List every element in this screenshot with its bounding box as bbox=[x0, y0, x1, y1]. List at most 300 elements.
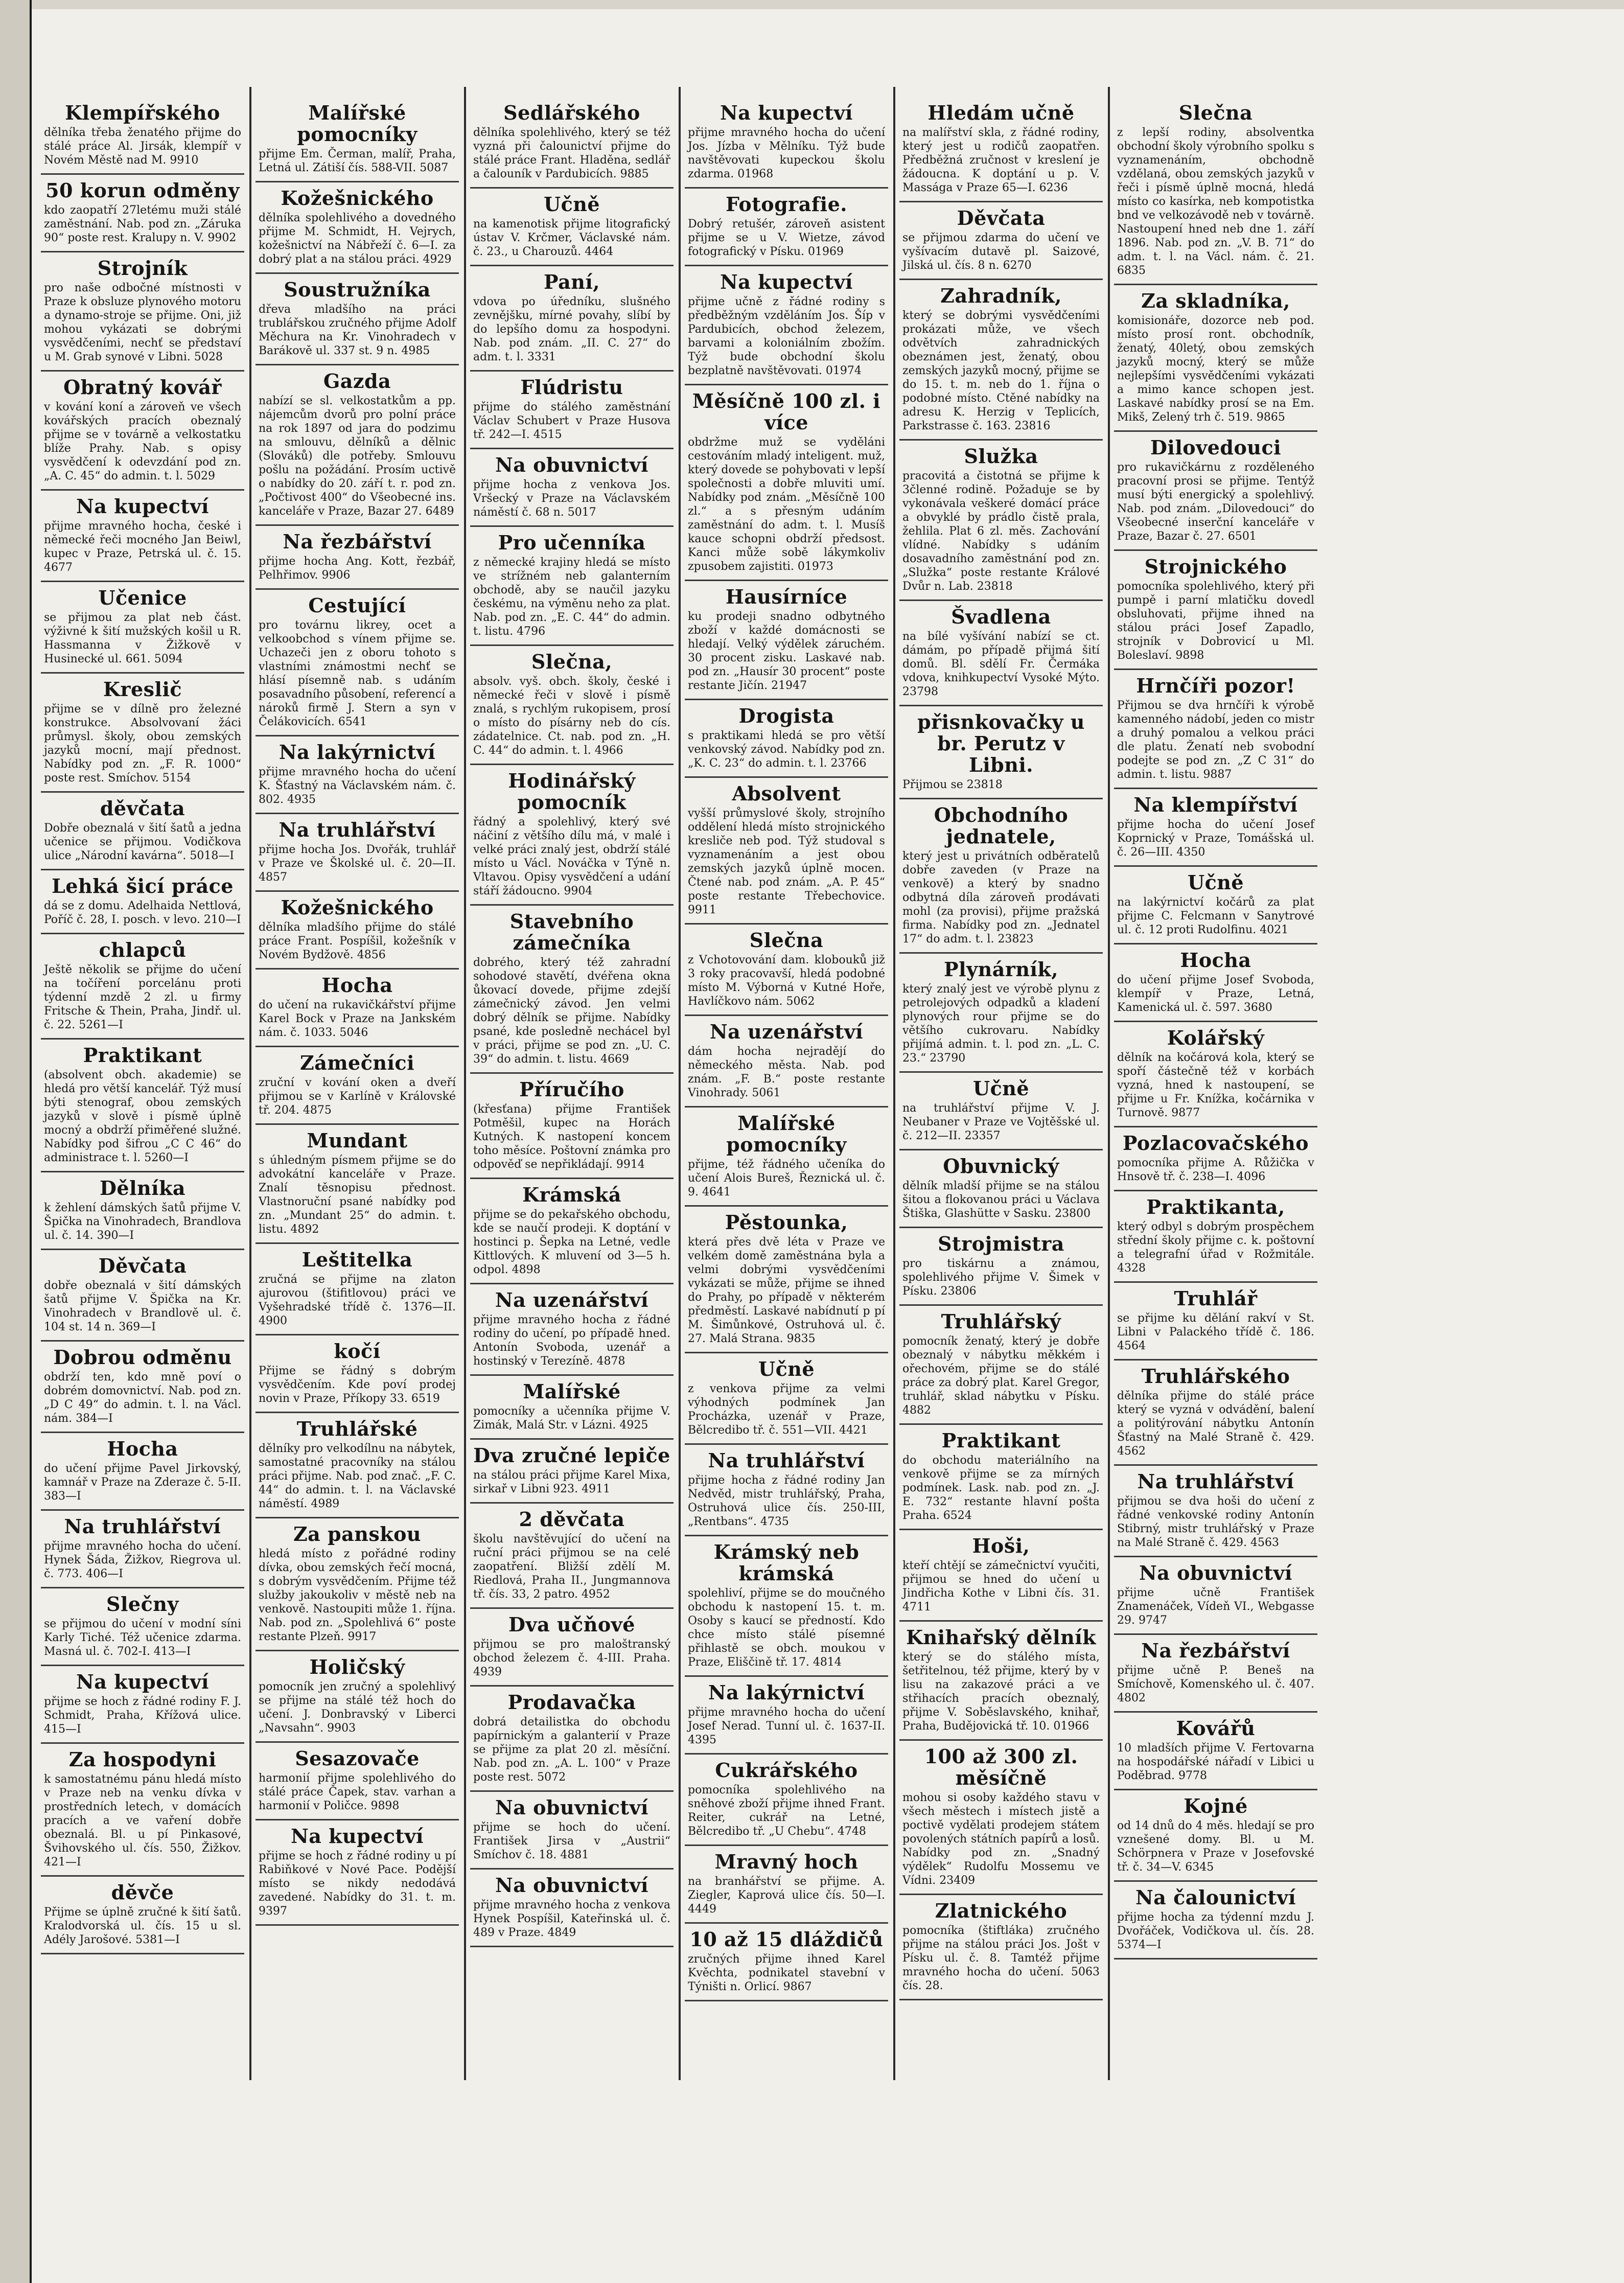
ad-headline: Leštitelka bbox=[301, 1248, 413, 1271]
ad-headline: Truhlářský bbox=[941, 1310, 1061, 1333]
ad-text: nabízí se sl. velkostatkům a pp. nájemcům dvorů pro polní práce na rok 1897 od jara do podzimu na smlouvu, dělníků a dělnic (Slováků) dle potřeby. Smlouvu pošlu na požádání. Prosím uctivě o nabídky do 20. září t. r. pod zn. „Počtivost 400“ do Všeobecné ins. kanceláře v Praze, Bazar 27. 6489 bbox=[259, 395, 456, 518]
ad-headline: Gazda bbox=[323, 370, 391, 393]
ad-headline: Hocha bbox=[321, 974, 393, 997]
ad-text: do učení přijme Pavel Jirkovský, kamnář v Praze na Zderaze č. 5-II. 383—I bbox=[44, 1462, 241, 1503]
ad-text: s úhledným písmem přijme se do advokátní kanceláře v Praze. Znalí těsnopisu přednost. Vlastnoruční psané nabídky pod zn. „Mundant 25“ do admin. t. listu. 4892 bbox=[259, 1154, 456, 1236]
ad-text: z Vchotovování dam. klobouků již 3 roky pracovavší, hledá podobné místo M. Výborná v Kutné Hoře, Havlíčkovo nám. 5062 bbox=[688, 954, 885, 1008]
classified-ad bbox=[41, 1433, 244, 1511]
ad-text: přijme se v dílně pro železné konstrukce. Absolvovaní žáci průmysl. školy, obou zemských jazyků mocní, mají přednost. Nabídky pod zn. „F. R. 1000“ poste rest. Smíchov. 5154 bbox=[44, 703, 241, 785]
ad-text: na kamenotisk přijme litografický ústav V. Krčmer, Václavské nám. č. 23., u Charouzů. 4464 bbox=[473, 218, 670, 258]
classified-ad bbox=[685, 1755, 888, 1846]
classified-ad bbox=[470, 1870, 674, 1947]
ad-headline: Na klempířství bbox=[1133, 793, 1298, 816]
classified-ad bbox=[256, 1244, 459, 1335]
column-rule bbox=[893, 87, 895, 2080]
classified-ad bbox=[1114, 1557, 1317, 1635]
classified-ad bbox=[470, 646, 674, 765]
classified-ad bbox=[899, 1228, 1103, 1306]
ad-text: (absolvent obch. akademie) se hledá pro větší kancelář. Týž musí býti stenograf, obou zemských jazyků v slově i písmě úplně mocný a obdrží přiměřené služné. Nabídky pod šifrou „C C 46“ do administrace t. l. 5260—I bbox=[44, 1069, 241, 1164]
classified-ad bbox=[685, 1207, 888, 1353]
ad-headline: Obratný kovář bbox=[63, 376, 222, 399]
ad-headline: Stavebního zámečníka bbox=[509, 910, 634, 954]
classified-ad bbox=[899, 601, 1103, 706]
ad-text: přijme hocha do učení Josef Koprnický v Praze, Tomášská ul. č. 26—III. 4350 bbox=[1117, 818, 1314, 859]
classified-ad bbox=[41, 1342, 244, 1433]
ad-text: se přijmou do učení v modní síni Karly Tiché. Též učenice zdarma. Masná ul. č. 702-I. 413—I bbox=[44, 1618, 241, 1658]
ad-headline: Na řezbářství bbox=[283, 530, 432, 553]
ad-text: která přes dvě léta v Praze ve velkém domě zaměstnána byla a velmi dobrými vysvědčeními vykázati se může, přijme se ihned do Prahy, po případě v některém předměstí. Laskavé nabídnutí p pí M. Šimůnkové, Ostruhová ul. č. 27. Malá Strana. 9835 bbox=[688, 1236, 885, 1345]
classified-ad bbox=[685, 1846, 888, 1924]
ad-headline: Dva učňové bbox=[508, 1613, 635, 1636]
ad-headline: Učně bbox=[758, 1357, 815, 1380]
classified-ad bbox=[899, 954, 1103, 1073]
ad-text: obdržme muž se vyděláni cestováním mladý inteligent. muž, který dovede se pohybovati v lepší společnosti a dobře mluviti umí. Nabídky pod znám. „Měsíčně 100 zl.“ a s přesným udáním zaměstnání do adm. t. l. Musíš kauce schopni obdrží předsost. Kanci může sobě lákymkoliv zpusobem zajistiti. 01973 bbox=[688, 436, 885, 573]
ad-headline: Truhlář bbox=[1174, 1287, 1258, 1310]
ad-text: pro továrnu likrey, ocet a velkoobchod s vínem přijme se. Uchazeči jen z oboru tohoto s vlastními známostmi nechť se hlásí písemně nab. s udáním posavadního působení, referencí a nároků firmě J. Stern a syn v Čelákovicích. 6541 bbox=[259, 619, 456, 728]
ad-headline: Slečna bbox=[1178, 101, 1253, 124]
ad-text: přijme se hoch do učení. František Jirsa v „Austrii“ Smíchov č. 18. 4881 bbox=[473, 1821, 670, 1861]
classified-ad bbox=[470, 1792, 674, 1870]
ad-headline: Paní, bbox=[544, 270, 600, 293]
ad-headline: Absolvent bbox=[732, 782, 841, 805]
ad-headline: Na lakýrnictví bbox=[708, 1681, 865, 1704]
ad-headline: Kožešnického bbox=[281, 187, 434, 210]
ad-headline: Plynárník, bbox=[944, 958, 1058, 981]
ad-text: na malířství skla, z řádné rodiny, který jest u rodičů zaopatřen. Předběžná zručnost v kreslení je žádoucna. K doptání u p. V. Massága v Praze 65—I. 6236 bbox=[902, 126, 1100, 194]
classified-ad bbox=[685, 1016, 888, 1108]
classified-ad bbox=[899, 706, 1103, 799]
ad-text: Dobře obeznalá v šití šatů a jedna učenice se přijmou. Vodičkova ulice „Národní kavárna“. 5018—I bbox=[44, 822, 241, 862]
ad-headline: 2 děvčata bbox=[519, 1508, 625, 1531]
classified-ad bbox=[1114, 789, 1317, 867]
ad-text: přijme hocha Ang. Kott, řezbář, Pelhřimov. 9906 bbox=[259, 555, 456, 582]
ad-text: pomocník jen zručný a spolehlivý se přijme na stálé též hoch do učení. J. Donbravský v Liberci „Navsahn“. 9903 bbox=[259, 1680, 456, 1735]
ad-text: přijme učně P. Beneš na Smíchově, Komenského ul. č. 407. 4802 bbox=[1117, 1664, 1314, 1704]
classified-ad bbox=[899, 1622, 1103, 1741]
ad-headline: Za skladníka, bbox=[1141, 289, 1290, 312]
ad-headline: Mundant bbox=[307, 1129, 408, 1152]
ad-text: dobrá detailistka do obchodu papírnickým a galanterií v Praze se přijme za plat 20 zl. měsíční. Nab. pod zn. „A. L. 100“ v Praze poste rest. 5072 bbox=[473, 1716, 670, 1784]
ad-headline: Zahradník, bbox=[940, 284, 1062, 307]
ad-text: Přijme se úplně zručné k šití šatů. Kralodvorská ul. čís. 15 u sl. Adély Jarošové. 5381—I bbox=[44, 1906, 241, 1946]
classified-ad bbox=[1114, 1635, 1317, 1713]
ad-text: dobrého, který též zahradní sohodové stavětí, dvéřena okna ůkovací dovede, přijme zdejší zámečnický závod. Jen velmi dobrý dělník se přijme. Nabídky psané, kde posledně nechácel byl v práci, přijme se pod zn. „U. C. 39“ do admin. t. listu. 4669 bbox=[473, 956, 670, 1066]
ad-text: se přijmou za plat neb část. výživné k šití mužských košil u R. Hassmanna v Žižkově v Husinecké ul. 661. 5094 bbox=[44, 611, 241, 665]
classified-ad bbox=[1114, 97, 1317, 285]
ad-text: harmonií přijme spolehlivého do stálé práce Čapek, stav. varhan a harmonií v Poličce. 9898 bbox=[259, 1772, 456, 1812]
classified-ad bbox=[41, 491, 244, 582]
ad-headline: 10 až 15 dláždičů bbox=[689, 1928, 884, 1951]
ad-text: na bílé vyšívání nabízí se ct. dámám, po případě přijmá šití domů. Bl. sdělí Fr. Čermáka vdova, knihkupectví Vysoké Mýto. 23798 bbox=[902, 630, 1100, 698]
classified-ad bbox=[41, 870, 244, 934]
ad-text: ku prodeji snadno odbytného zboží v každé domácnosti se hledají. Velký výdělek záruchém. 30 procent zisku. Laskavé nab. pod zn. „Hausír 30 procent“ poste restante Jičín. 21947 bbox=[688, 610, 885, 692]
classified-ad bbox=[1114, 432, 1317, 551]
ad-headline: Truhlářské bbox=[296, 1417, 418, 1440]
ad-text: řádný a spolehlivý, který své náčiní z většího dílu má, v malé i velké práci znalý jest, obdrží stálé místo u Václ. Nováčka v Týně n. Vltavou. Opisy vysvědčení a udání stáří žádoucno. 9904 bbox=[473, 816, 670, 897]
ad-headline: Drogista bbox=[738, 704, 834, 727]
classified-ad bbox=[470, 372, 674, 449]
ad-headline: Na obuvnictví bbox=[495, 1796, 648, 1819]
ad-headline: Cestující bbox=[308, 594, 406, 617]
ad-headline: Na truhlářství bbox=[279, 818, 436, 841]
ad-headline: Strojník bbox=[97, 257, 188, 280]
ad-text: se přijmou zdarma do učení ve vyšívacím dutavě pl. Saizové, Jilská ul. čís. 8 n. 6270 bbox=[902, 232, 1100, 272]
classified-ad bbox=[685, 1445, 888, 1536]
classified-ad bbox=[1114, 670, 1317, 789]
ad-headline: Dva zručné lepiče bbox=[473, 1444, 670, 1467]
ad-headline: Na kupectví bbox=[76, 495, 209, 518]
ad-headline: kočí bbox=[334, 1340, 381, 1363]
classified-ad bbox=[470, 449, 674, 527]
classified-ad bbox=[1114, 285, 1317, 432]
classified-ad bbox=[685, 1353, 888, 1445]
ad-text: přijme se hoch z řádné rodiny u pí Rabiňkové v Nové Pace. Podější místo se nikdy nedodává zavedené. Nabídky do 31. t. m. 9397 bbox=[259, 1850, 456, 1918]
ad-text: pomocník ženatý, který je dobře obeznalý v nábytku měkkém i ořechovém, přijme se do stálé práce za dobrý plat. Karel Gregor, truhlář, sklad nábytku v Písku. 4882 bbox=[902, 1335, 1100, 1417]
classified-ad bbox=[41, 1511, 244, 1588]
column-6 bbox=[1114, 97, 1317, 2080]
classified-ad bbox=[256, 970, 459, 1047]
ad-text: dělníka přijme do stálé práce který se vyzná v odvádění, balení a politýrování nábytku Antonín Šťastný na Malé Straně č. 429. 4562 bbox=[1117, 1390, 1314, 1458]
ad-headline: Na truhlářství bbox=[1137, 1470, 1294, 1493]
classified-ad bbox=[41, 934, 244, 1040]
ad-headline: Pozlacovačského bbox=[1122, 1132, 1309, 1155]
ad-text: s praktikami hledá se pro větší venkovský závod. Nabídky pod zn. „K. C. 23“ do admin. t. l. 23766 bbox=[688, 729, 885, 770]
ad-headline: Sesazovače bbox=[295, 1747, 420, 1770]
ad-text: pro tiskárnu a známou, spolehlivého přijme V. Šimek v Písku. 23806 bbox=[902, 1257, 1100, 1298]
ad-text: do obchodu materiálního na venkově přijme se za mírných podmínek. Lask. nab. pod zn. „J. E. 732“ restante hlavní pošta Praha. 6524 bbox=[902, 1454, 1100, 1522]
ad-text: na stálou práci přijme Karel Mixa, sirkař v Libni 923. 4911 bbox=[473, 1469, 670, 1495]
ad-text: dělníka spolehlivého, který se též vyzná při čalounictví přijme do stálé práce Frant. Hladěna, sedlář a čalouník v Pardubicích. 9885 bbox=[473, 126, 670, 180]
column-1 bbox=[41, 97, 244, 2080]
ad-text: do učení přijme Josef Svoboda, klempíř v Praze, Letná, Kamenická ul. č. 597. 3680 bbox=[1117, 974, 1314, 1014]
ad-text: pro naše odbočné místnosti v Praze k obsluze plynového motoru a dynamo-stroje se přijme. Oni, již mohou vykázati se dobrými vysvědčeními, nechť se představí u M. Grab synové v Libni. 5028 bbox=[44, 282, 241, 363]
classified-ad bbox=[470, 765, 674, 906]
classified-ad bbox=[470, 1687, 674, 1792]
classified-ad bbox=[256, 1047, 459, 1125]
ad-text: dělníka třeba ženatého přijme do stálé práce Al. Jirsák, klempíř v Novém Městě nad M. 9910 bbox=[44, 126, 241, 167]
ad-headline: Obuvnický bbox=[943, 1155, 1059, 1178]
classified-ad bbox=[1114, 867, 1317, 944]
classified-ads-section bbox=[41, 87, 1574, 2131]
ad-headline: Na kupectví bbox=[76, 1670, 209, 1693]
classified-ad bbox=[685, 385, 888, 581]
ad-headline: Hrnčíři pozor! bbox=[1136, 674, 1295, 697]
ad-text: dobře obeznalá v šití dámských šatů přijme V. Špička na Kr. Vinohradech v Brandlově ul. č. 104 st. 14 n. 369—I bbox=[44, 1279, 241, 1333]
ad-headline: Na lakýrnictví bbox=[279, 741, 436, 764]
classified-ad bbox=[256, 274, 459, 365]
ad-headline: Dilovedouci bbox=[1150, 436, 1282, 459]
ad-text: přijme hocha Jos. Dvořák, truhlář v Praze ve Školské ul. č. 20—II. 4857 bbox=[259, 843, 456, 884]
ad-headline: Dělníka bbox=[99, 1177, 186, 1200]
classified-ad bbox=[256, 365, 459, 526]
ad-text: přijme, též řádného učeníka do učení Alois Bureš, Řeznická ul. č. 9. 4641 bbox=[688, 1158, 885, 1198]
classified-ad bbox=[256, 97, 459, 182]
ad-headline: Kožešnického bbox=[281, 896, 434, 919]
column-3 bbox=[470, 97, 674, 2080]
classified-ad bbox=[41, 674, 244, 793]
ad-headline: Služka bbox=[964, 445, 1038, 468]
ad-text: hledá místo z pořádné rodiny dívka, obou zemských řečí mocná, s dobrým vysvědčením. Přijme též služby jakoukoliv v městě neb na venkově. Nastoupiti může 1. října. Nab. pod zn. „Spolehlivá 6“ poste restante Plzeň. 9917 bbox=[259, 1548, 456, 1643]
classified-ad bbox=[256, 1651, 459, 1743]
classified-ad bbox=[256, 892, 459, 970]
ad-text: přijme učně z řádné rodiny s předběžným vzděláním Jos. Šíp v Pardubicích, obchod železem, barvami a koloniálním zbožím. Týž bude obchodní školu bezplatně navštěvovati. 01974 bbox=[688, 295, 885, 377]
column-4 bbox=[685, 97, 888, 2080]
classified-ad bbox=[470, 906, 674, 1074]
classified-ad bbox=[470, 1179, 674, 1284]
ad-text: kdo zaopatří 27letému muži stálé zaměstnání. Nab. pod zn. „Záruka 90“ poste rest. Kralupy n. V. 9902 bbox=[44, 204, 241, 244]
ad-headline: Knihařský dělník bbox=[906, 1626, 1096, 1649]
ad-text: dělníka spolehlivého a dovedného přijme M. Schmidt, H. Vejrych, kožešnictví na Nábřeží č. 6—I. za dobrý plat a na stálou práci. 4929 bbox=[259, 212, 456, 266]
classified-ad bbox=[41, 175, 244, 252]
ad-headline: Na uzenářství bbox=[709, 1020, 864, 1043]
ad-headline: Kolářský bbox=[1167, 1026, 1265, 1049]
ad-text: dělníka mladšího přijme do stálé práce Frant. Pospíšil, kožešník v Novém Bydžově. 4856 bbox=[259, 921, 456, 961]
ad-text: dělníky pro velkodílnu na nábytek, samostatné pracovníky na stálou práci přijme. Nab. pod znač. „F. C. 44“ do admin. t. l. na Václavské náměstí. 4989 bbox=[259, 1442, 456, 1510]
classified-ad bbox=[41, 1588, 244, 1666]
ad-text: přijmou se pro maloštranský obchod železem č. 4-III. Praha. 4939 bbox=[473, 1638, 670, 1678]
ad-text: dám hocha nejradějí do německého města. Nab. pod znám. „F. B.“ poste restante Vinohrady. 5061 bbox=[688, 1045, 885, 1099]
classified-ad bbox=[256, 814, 459, 892]
ad-headline: Zámečníci bbox=[299, 1051, 415, 1074]
scan-border-top bbox=[0, 0, 1624, 9]
ad-text: z německé krajiny hledá se místo ve strížném neb galanterním obchodě, aby se naučil jazyku českému, na výměnu neho za plat. Nab. pod zn. „E. C. 44“ do admin. t. listu. 4796 bbox=[473, 556, 670, 638]
ad-text: mohou si osoby každého stavu v všech městech i místech jistě a poctivě vydělati prodejem státem povolených státních papírů a losů. Nabídky pod zn. „Snadný výdělek“ Rudolfu Mossemu ve Vídni. 23409 bbox=[902, 1791, 1100, 1887]
classified-ad bbox=[685, 1677, 888, 1755]
ad-headline: Na truhlářství bbox=[64, 1515, 221, 1538]
ad-text: pomocníka (štiftláka) zručného přijme na stálou práci Jos. Jošt v Písku ul. č. 8. Tamtéž přijme mravného hocha do učení. 5063 čís. 28. bbox=[902, 1924, 1100, 1992]
ad-headline: Na kupectví bbox=[291, 1825, 424, 1848]
ad-headline: Hausírníce bbox=[725, 585, 848, 608]
classified-ad bbox=[470, 266, 674, 372]
classified-ad bbox=[256, 1125, 459, 1244]
classified-ad bbox=[41, 582, 244, 674]
column-rule bbox=[464, 87, 466, 2080]
ad-text: který znalý jest ve výrobě plynu z petrolejových odpadků a kladení plynových rour přijme se do většího cukrovaru. Nabídky přijímá admin. t. l. pod zn. „L. C. 23.“ 23790 bbox=[902, 983, 1100, 1065]
ad-text: od 14 dnů do 4 měs. hledají se pro vznešené domy. Bl. u M. Schörpnera v Praze v Josefovské tř. č. 34—V. 6345 bbox=[1117, 1819, 1314, 1874]
classified-ad bbox=[41, 252, 244, 372]
ad-text: na lakýrnictví kočárů za plat přijme C. Felcmann v Sanytrové ul. č. 12 proti Rudolfinu. 4021 bbox=[1117, 896, 1314, 936]
classified-ad bbox=[685, 925, 888, 1016]
classified-ad bbox=[899, 202, 1103, 280]
ad-text: dá se z domu. Adelhaida Nettlová, Poříč č. 28, I. posch. v levo. 210—I bbox=[44, 900, 241, 926]
classified-ad bbox=[685, 97, 888, 189]
ad-headline: Fotografie. bbox=[725, 193, 848, 216]
ad-headline: Flúdristu bbox=[520, 376, 623, 399]
classified-ad bbox=[470, 97, 674, 189]
ad-headline: Klempířského bbox=[65, 101, 220, 124]
ad-text: školu navštěvující do učení na ruční práci přijmou se na celé zaopatření. Bližší zdělí M. Riedlová, Praha II., Jungmannova tř. čís. 33, 2 patro. 4952 bbox=[473, 1533, 670, 1601]
ad-text: dělník mladší přijme se na stálou šitou a flokovanou práci u Václava Štiška, Glashütte v Sasku. 23800 bbox=[902, 1180, 1100, 1220]
classified-ad bbox=[1114, 1466, 1317, 1557]
classified-ad bbox=[256, 590, 459, 736]
ad-headline: Holičský bbox=[309, 1655, 405, 1678]
ad-text: Přijmou se 23818 bbox=[902, 778, 1003, 791]
ad-headline: Kovářů bbox=[1176, 1717, 1256, 1740]
ad-headline: 100 až 300 zl. měsíčně bbox=[924, 1745, 1078, 1789]
ad-text: který se do stálého místa, šetřitelnou, též přijme, který by v lisu na zakazové práci a ve střihacích pracích obeznalý, přijme V. Soběslavského, knihař, Praha, Budějovická tř. 10. 01966 bbox=[902, 1651, 1100, 1733]
classified-ad bbox=[41, 1744, 244, 1877]
classified-ad bbox=[899, 1425, 1103, 1530]
classified-ad bbox=[256, 182, 459, 274]
ad-headline: Příručího bbox=[519, 1078, 624, 1101]
ad-headline: děvčata bbox=[100, 797, 185, 820]
classified-ad bbox=[256, 736, 459, 814]
ad-text: vyšší průmyslové školy, strojního oddělení hledá místo strojnického kresliče neb pod. Týž studoval s vyznamenáním a jest obou zemských jazyků úplně mocen. Čtené nab. pod znám. „A. P. 45“ poste restante Třebechovice. 9911 bbox=[688, 807, 885, 916]
ad-text: se přijme ku dělání rakví v St. Libni v Palackého třídě č. 186. 4564 bbox=[1117, 1312, 1314, 1352]
classified-ad bbox=[685, 266, 888, 385]
ad-headline: Učně bbox=[543, 193, 600, 216]
classified-ad bbox=[1114, 1882, 1317, 1959]
ad-text: který odbyl s dobrým prospěchem střední školy přijme c. k. poštovní a telegrafní úřad v Rožmitále. 4328 bbox=[1117, 1220, 1314, 1275]
ad-headline: Slečna bbox=[749, 929, 824, 952]
classified-ad bbox=[899, 1150, 1103, 1228]
classified-ad bbox=[470, 1609, 674, 1687]
classified-ad bbox=[41, 1666, 244, 1744]
ad-headline: Strojnického bbox=[1144, 555, 1287, 578]
ad-text: přijme mravného hocha do učení Jos. Jízba v Mělníku. Týž bude navštěvovati kupeckou školu zdarma. 01968 bbox=[688, 126, 885, 180]
classified-ad bbox=[41, 1172, 244, 1250]
classified-ad bbox=[1114, 944, 1317, 1022]
classified-ad bbox=[685, 1108, 888, 1207]
ad-headline: Praktikanta, bbox=[1146, 1195, 1285, 1218]
classified-ad bbox=[899, 280, 1103, 441]
classified-ad bbox=[899, 441, 1103, 601]
classified-ad bbox=[41, 1250, 244, 1342]
ad-headline: Na kupectví bbox=[720, 101, 853, 124]
ad-headline: Slečny bbox=[106, 1593, 179, 1616]
classified-ad bbox=[41, 372, 244, 491]
classified-ad bbox=[256, 1413, 459, 1518]
ad-text: pomocníka přijme A. Růžička v Hnsově tř. č. 238—I. 4096 bbox=[1117, 1157, 1314, 1183]
ad-headline: Za panskou bbox=[293, 1523, 422, 1546]
ad-headline: Lehká šicí práce bbox=[52, 874, 234, 897]
ad-text: 10 mladších přijme V. Fertovarna na hospodářské nářadí v Libici u Poděbrad. 9778 bbox=[1117, 1742, 1314, 1782]
ad-headline: Krámský neb krámská bbox=[713, 1540, 860, 1585]
classified-ad bbox=[256, 1518, 459, 1651]
classified-ad bbox=[470, 527, 674, 646]
ad-text: pracovitá a čistotná se přijme k 3členné rodině. Požaduje se by vykonávala veškeré domácí práce a obvyklé by prádlo čistě prala, žehlila. Plat 6 zl. měs. Zachování vlídné. Nabídky s udáním dosavadního zaměstnání pod zn. „Služka“ poste restante Králové Dvůr n. Lab. 23818 bbox=[902, 470, 1100, 593]
ad-text: Přijme se řádný s dobrým vysvědčením. Kde poví prodej novin v Praze, Příkopy 33. 6519 bbox=[259, 1365, 456, 1405]
ad-headline: Učně bbox=[1187, 871, 1244, 894]
classified-ad bbox=[1114, 1022, 1317, 1127]
classified-ad bbox=[685, 700, 888, 778]
ad-text: pomocníky a učenníka přijme V. Zimák, Malá Str. v Lázni. 4925 bbox=[473, 1405, 670, 1432]
ad-headline: Na obuvnictví bbox=[1139, 1561, 1292, 1584]
classified-ad bbox=[470, 1284, 674, 1376]
ad-text: Ještě několik se přijme do učení na točíření porcelánu proti týdenní mzdě 2 zl. u firmy Fritsche & Thein, Praha, Jindř. ul. č. 22. 5261—I bbox=[44, 963, 241, 1031]
classified-ad bbox=[1114, 1360, 1317, 1466]
ad-headline: Hoši, bbox=[972, 1534, 1030, 1557]
ad-headline: 50 korun odměny bbox=[45, 179, 240, 202]
classified-ad bbox=[1114, 551, 1317, 670]
ad-headline: Praktikant bbox=[941, 1429, 1061, 1452]
ad-text: který jest u privátních odběratelů dobře zaveden (v Praze na venkově) a který by snadno odbytná díla zároveň prodávati mohl (za provisi), přijme pražská firma. Nabídky pod zn. „Jednatel 17“ do adm. t. l. 23823 bbox=[902, 850, 1100, 946]
ad-text: k samostatnému pánu hledá místo v Praze neb na venku dívka v prostředních letech, v domácích pracích a ve vaření dobře obeznalá. Bl. u pí Pinkasové, Švihovského ul. čís. 550, Žižkov. 421—I bbox=[44, 1773, 241, 1869]
ad-headline: Slečna, bbox=[531, 650, 613, 673]
classified-ad bbox=[685, 1924, 888, 2001]
column-2 bbox=[256, 97, 459, 2080]
ad-text: přijme mravného hocha z venkova Hynek Pospíšil, Kateřinská ul. č. 489 v Praze. 4849 bbox=[473, 1899, 670, 1939]
ad-text: přijme se hoch z řádné rodiny F. J. Schmidt, Praha, Křížová ulice. 415—I bbox=[44, 1695, 241, 1736]
ad-headline: Na truhlářství bbox=[708, 1449, 865, 1472]
classified-ad bbox=[470, 1074, 674, 1179]
ad-headline: Cukrářského bbox=[715, 1759, 858, 1782]
ad-text: pro rukavičkárnu z rozděleného pracovní prosi se přijme. Tentýž musí býti energický a spolehlivý. Nab. pod znám. „Dilovedouci“ do Všeobecné inserční kanceláře v Praze, Bazar č. 27. 6501 bbox=[1117, 461, 1314, 543]
ad-headline: Malířské pomocníky bbox=[297, 101, 417, 146]
column-rule bbox=[249, 87, 251, 2080]
classified-ad bbox=[41, 793, 244, 870]
ad-headline: Malířské pomocníky bbox=[726, 1112, 847, 1156]
ad-text: komisionáře, dozorce neb pod. místo prosí ront. obchodník, ženatý, 40letý, obou zemských jazyků mocný, který se může nejlepšími vysvědčeními vykázati a mimo kance schopen jest. Laskavé nabídky prosí se na Em. Mikš, Zelený trh č. 519. 9865 bbox=[1117, 314, 1314, 424]
ad-text: přijme učně František Znamenáček, Vídeň VI., Webgasse 29. 9747 bbox=[1117, 1586, 1314, 1627]
scan-border-left bbox=[0, 0, 32, 2283]
ad-text: dřeva mladšího na práci trublářskou zručného přijme Adolf Měchura na Kr. Vinohradech v Barákově ul. 337 st. 9 n. 4985 bbox=[259, 303, 456, 357]
ad-text: zručných přijme ihned Karel Kvěchta, podnikatel stavební v Týništi n. Orlicí. 9867 bbox=[688, 1953, 885, 1993]
classified-ad bbox=[41, 1040, 244, 1172]
ad-headline: Pro učenníka bbox=[498, 531, 646, 554]
ad-text: na branhářství se přijme. A. Ziegler, Kaprová ulice čís. 50—I. 4449 bbox=[688, 1875, 885, 1916]
ad-headline: Švadlena bbox=[951, 605, 1051, 628]
ad-headline: Učně bbox=[972, 1077, 1030, 1100]
ad-headline: Sedlářského bbox=[503, 101, 640, 124]
classified-ad bbox=[685, 778, 888, 925]
ad-text: Přijmou se dva hrnčíři k výrobě kamenného nádobí, jeden co mistr a druhý pomalou a velkou práci dle platu. Ženatí neb svobodní podejte se pod zn. „Z C 31“ do admin. t. listu. 9887 bbox=[1117, 699, 1314, 781]
ad-text: přijme se do pekařského obchodu, kde se naučí prodeji. K doptání v hostinci p. Šepka na Letné, vedle Kittlových. K mluvení od 3—5 h. odpol. 4898 bbox=[473, 1208, 670, 1276]
ad-text: absolv. vyš. obch. školy, české i německé řeči v slově i písmě znalá, s rychlým rukopisem, prosí o místo do písárny neb do cís. zádatelnice. Ct. nab. pod zn. „H. C. 44“ do admin. t. l. 4966 bbox=[473, 675, 670, 757]
classified-ad bbox=[1114, 1713, 1317, 1790]
ad-headline: Prodavačka bbox=[507, 1691, 636, 1714]
ad-headline: Měsíčně 100 zl. i více bbox=[692, 389, 881, 434]
column-rule bbox=[679, 87, 681, 2080]
classified-ad bbox=[256, 1335, 459, 1413]
classified-ad bbox=[1114, 1191, 1317, 1283]
classified-ad bbox=[899, 97, 1103, 202]
column-rule bbox=[1108, 87, 1110, 2080]
ad-headline: Na obuvnictví bbox=[495, 1874, 648, 1897]
ad-text: k žehlení dámských šatů přijme V. Špička na Vinohradech, Brandlova ul. č. 14. 390—I bbox=[44, 1202, 241, 1242]
classified-ad bbox=[470, 1440, 674, 1504]
ad-text: dělník na kočárová kola, který se spoří částečně též v korbách vyzná, hned k nastoupení, se přijme u Fr. Knížka, kočárnika v Turnově. 9877 bbox=[1117, 1051, 1314, 1119]
classified-ad bbox=[899, 1306, 1103, 1425]
ad-headline: Mravný hoch bbox=[714, 1850, 859, 1873]
ad-headline: Kojné bbox=[1184, 1794, 1248, 1817]
ad-headline: Na uzenářství bbox=[495, 1288, 649, 1311]
ad-text: pomocníka spolehlivého, který při pumpě i parní mlatičku dovedl obsluhovati, přijme ihned na stálou práci Josef Zapadlo, strojník v Dobrovicí u Ml. Boleslaví. 9898 bbox=[1117, 580, 1314, 662]
ad-headline: Na kupectví bbox=[720, 270, 853, 293]
ad-text: pomocníka spolehlivého na sněhové zboží přijme ihned Frant. Reiter, cukrář na Letné, Bělcredibo tř. „U Chebu“. 4748 bbox=[688, 1784, 885, 1838]
classified-ad bbox=[1114, 1283, 1317, 1360]
ad-text: Dobrý retušér, zároveň asistent přijme se u V. Wietze, závod fotografický v Písku. 01969 bbox=[688, 218, 885, 258]
classified-ad bbox=[256, 1743, 459, 1820]
ad-text: z venkova přijme za velmi výhodných podmínek Jan Procházka, uzenář v Praze, Bělcredibo tř. č. 551—VII. 4421 bbox=[688, 1382, 885, 1437]
column-5 bbox=[899, 97, 1103, 2080]
classified-ad bbox=[41, 1877, 244, 1954]
classified-ad bbox=[685, 581, 888, 700]
ad-headline: Krámská bbox=[522, 1183, 621, 1206]
classified-ad bbox=[899, 799, 1103, 954]
ad-text: zruční v kování oken a dveří přijmou se v Karlíně v Královské tř. 204. 4875 bbox=[259, 1076, 456, 1117]
classified-ad bbox=[899, 1895, 1103, 2000]
ad-headline: Hledám učně bbox=[927, 101, 1075, 124]
classified-ad bbox=[899, 1741, 1103, 1895]
ad-text: přijme mravného hocha do učení. Hynek Šáda, Žižkov, Riegrova ul. č. 773. 406—I bbox=[44, 1540, 241, 1580]
ad-headline: Soustružníka bbox=[284, 278, 431, 301]
ad-text: zručná se přijme na zlaton ajurovou (štifitlovou) práci ve Vyšehradské třídě č. 1376—II. 4900 bbox=[259, 1273, 456, 1327]
ad-text: v kování koní a zároveň ve všech kovářských pracích obeznalý přijme se v továrně a velkostatku blíže Prahy. Nab. s opisy vysvědčení k odevzdání pod zn. „A. C. 45“ do admin. t. l. 5029 bbox=[44, 401, 241, 482]
classified-ad bbox=[1114, 1127, 1317, 1191]
ad-text: přijme hocha za týdenní mzdu J. Dvořáček, Vodičkova ul. čís. 28. 5374—I bbox=[1117, 1911, 1314, 1951]
ad-headline: Děvčata bbox=[957, 206, 1046, 229]
